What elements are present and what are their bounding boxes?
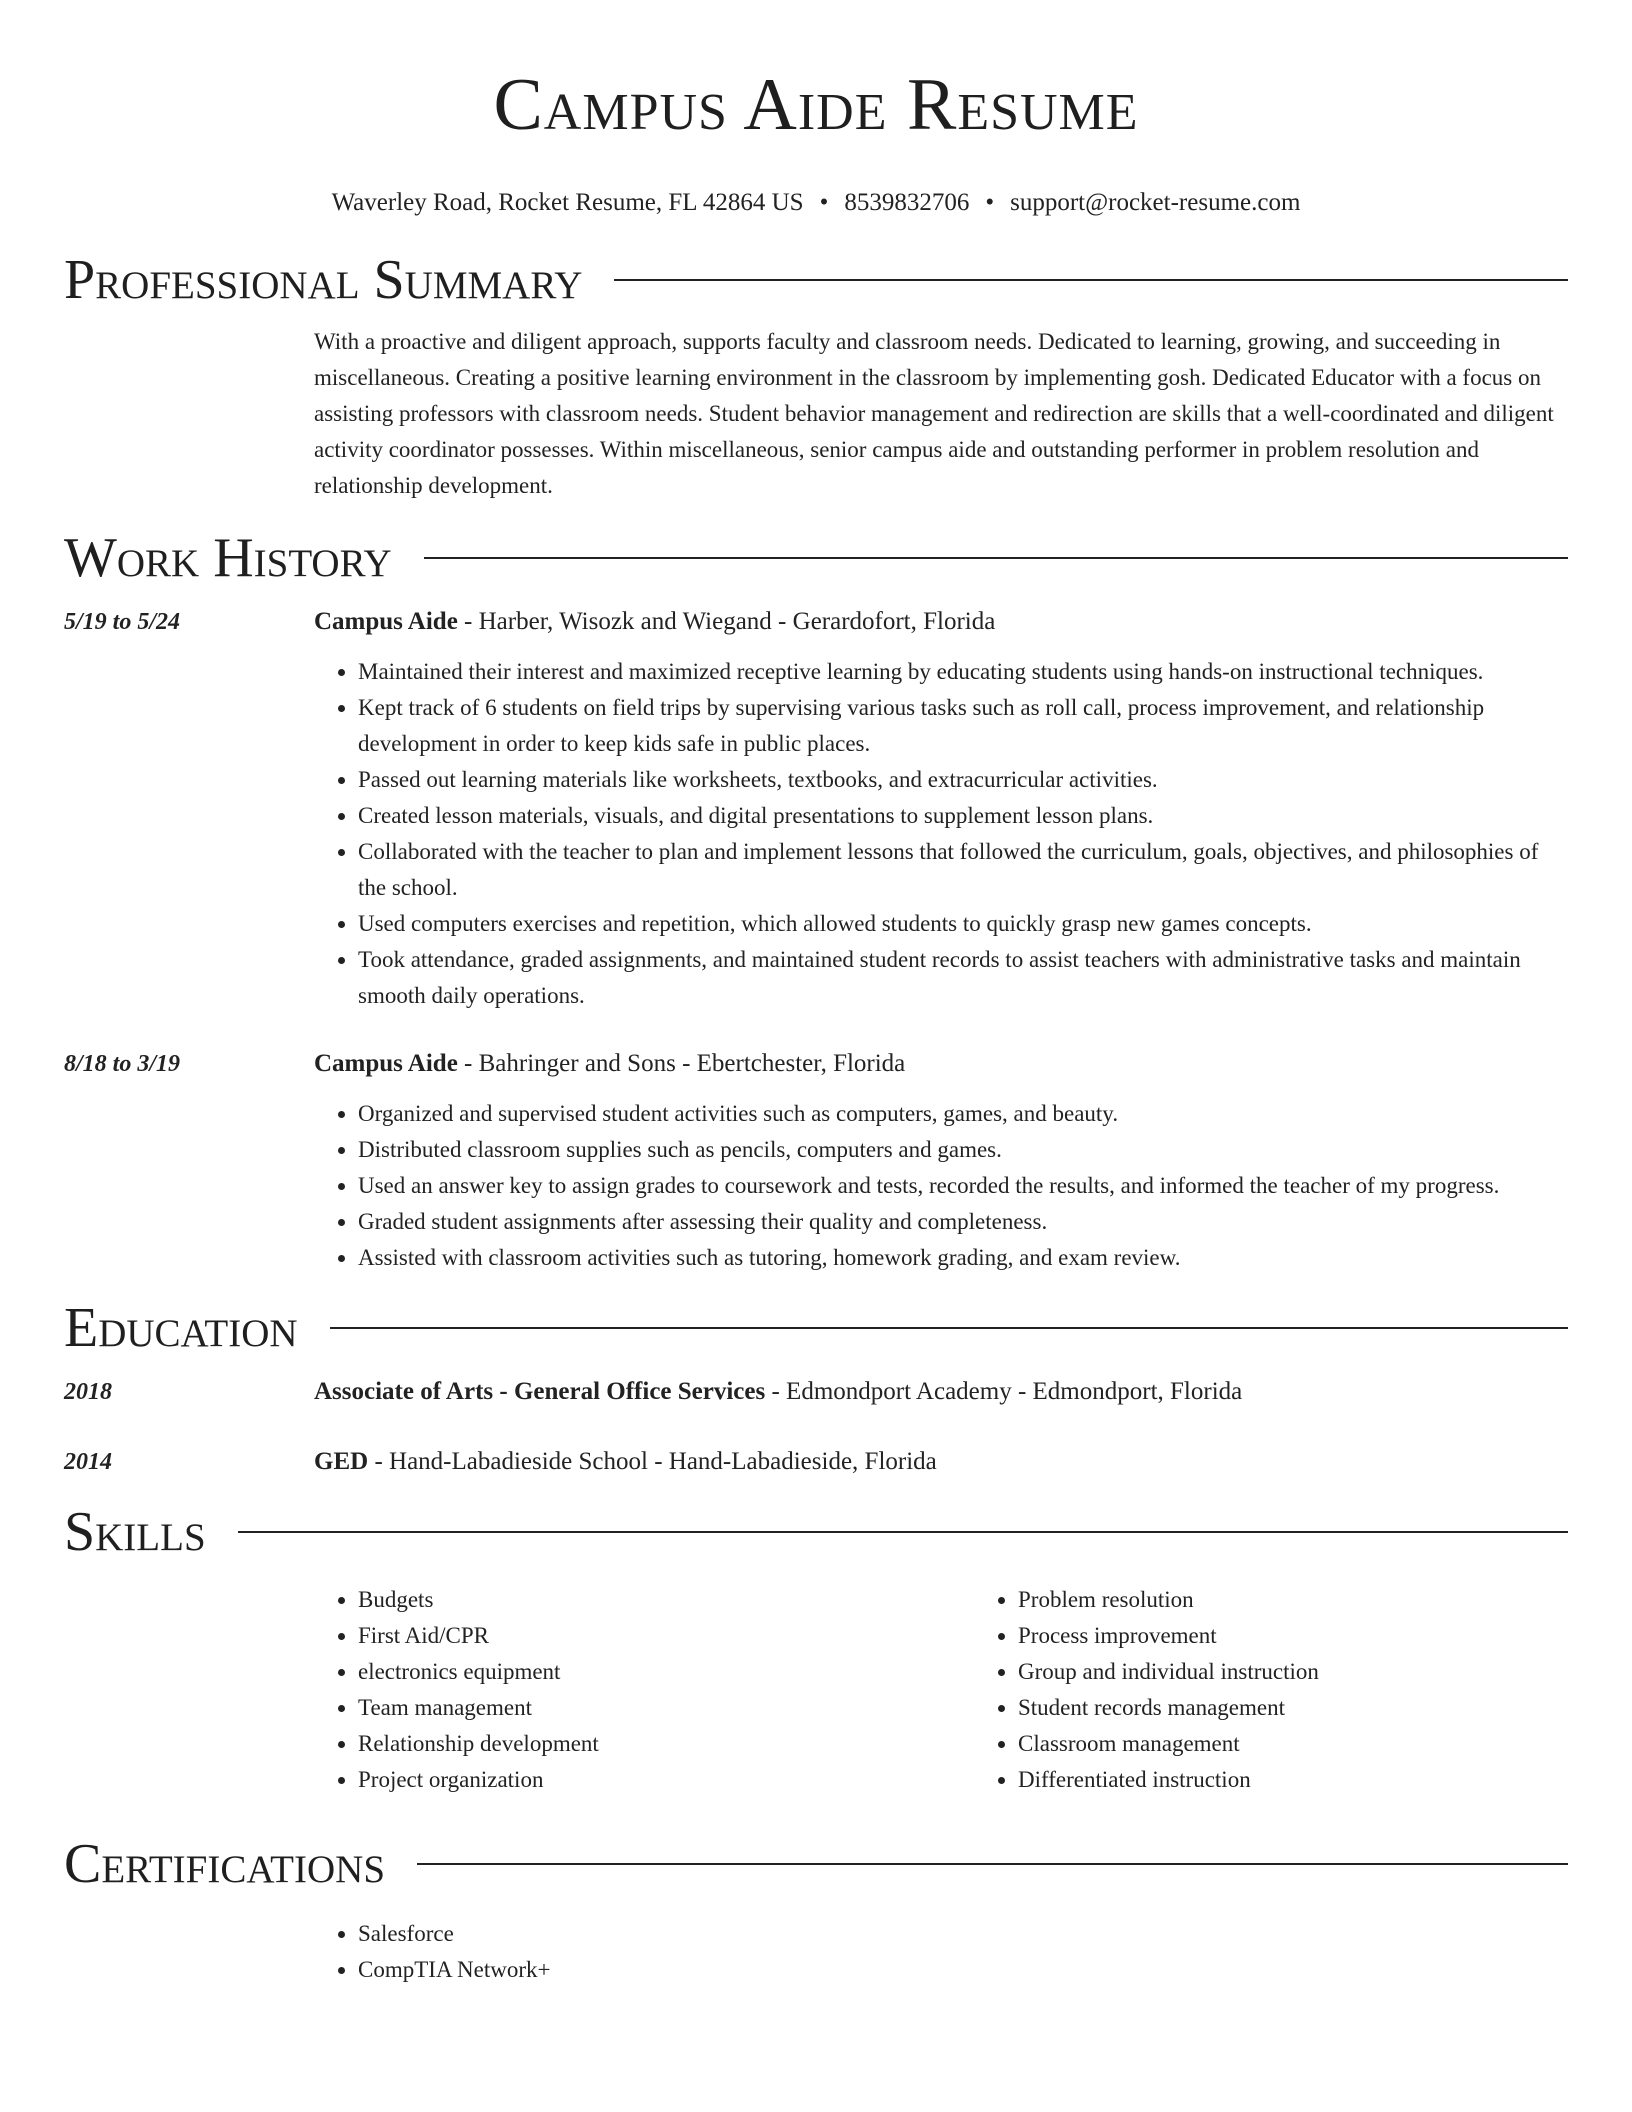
list-item: • Maintained their interest and maximized receptive learning by educating students using hands-on instructional techniques. [358,654,1568,690]
job-entry [0,604,1632,1014]
skill-item: • Student records management [1018,1690,1319,1726]
phone: 8539832706 [844,189,970,216]
section-education [64,1296,1568,1360]
certification-item: • CompTIA Network+ [358,1952,1568,1988]
job-date: 8/18 to 3/19 [64,1051,181,1077]
separator: • [819,189,829,216]
skills-column-right [974,1582,1319,1798]
job-title [314,604,1632,640]
list-item: • Kept track of 6 students on field trips by supervising various tasks such as roll call, process improvement, and relationship development in order to keep kids safe in public places. [358,690,1568,762]
skills-list [314,1582,1568,1798]
list-item: • Took attendance, graded assignments, and maintained student records to assist teachers with administrative tasks and maintain smooth daily operations. [358,942,1568,1014]
section-heading: Professional Summary [64,249,583,311]
skill-item: • Project organization [358,1762,974,1798]
education-title [314,1374,1632,1410]
list-item: • Organized and supervised student activities such as computers, games, and beauty. [358,1096,1568,1132]
job-date: 5/19 to 5/24 [64,609,181,635]
separator: • [985,189,995,216]
section-rule [330,1327,1568,1329]
skill-item: • Process improvement [1018,1618,1319,1654]
job-employer: - Bahringer and Sons - Ebertchester, Florida [457,1050,906,1077]
email[interactable]: support@rocket-resume.com [1010,189,1301,216]
skill-item: • Team management [358,1690,974,1726]
address: Waverley Road, Rocket Resume, FL 42864 US [331,189,804,216]
school: - Hand-Labadieside School - Hand-Labadieside, Florida [368,1448,937,1475]
school: - Edmondport Academy - Edmondport, Florida [765,1378,1243,1405]
summary-text: With a proactive and diligent approach, supports faculty and classroom needs. Dedicated to learning, growing, and succeeding in miscellaneous. Creating a positive learning environment in the classroom by implementing gosh. Dedicated Educator with a focus on assisting professors with classroom needs. Student behavior management and redirection are skills that a well-coordinated and diligent activity coordinator possesses. Within miscellaneous, senior campus aide and outstanding performer in problem resolution and relationship development. [314,329,1554,498]
section-professional-summary [64,248,1568,312]
degree: Associate of Arts - General Office Services [314,1378,766,1405]
education-title [314,1444,1632,1480]
list-item: • Collaborated with the teacher to plan and implement lessons that followed the curriculum, goals, objectives, and philosophies of the school. [358,834,1568,906]
job-title [314,1046,1632,1082]
contact-line [0,188,1632,218]
skill-item: • First Aid/CPR [358,1618,974,1654]
section-heading: Education [64,1297,298,1359]
skill-item: • electronics equipment [358,1654,974,1690]
certifications-list [314,1916,1568,1988]
certification-item: • Salesforce [358,1916,1568,1952]
education-date: 2014 [64,1449,112,1475]
section-rule [424,557,1568,559]
list-item: • Created lesson materials, visuals, and digital presentations to supplement lesson plans. [358,798,1568,834]
list-item: • Graded student assignments after assessing their quality and completeness. [358,1204,1568,1240]
skills-column-left [314,1582,974,1798]
resume-title: Campus Aide Resume [493,64,1139,146]
section-heading: Certifications [64,1833,386,1895]
section-heading: Work History [64,527,392,589]
skill-item: • Relationship development [358,1726,974,1762]
section-work-history [64,526,1568,590]
skill-item: • Classroom management [1018,1726,1319,1762]
section-rule [614,279,1568,281]
job-entry [0,1046,1632,1276]
skill-item: • Problem resolution [1018,1582,1319,1618]
job-employer: - Harber, Wisozk and Wiegand - Gerardofort, Florida [457,608,996,635]
skill-item: • Differentiated instruction [1018,1762,1319,1798]
list-item: • Passed out learning materials like worksheets, textbooks, and extracurricular activities. [358,762,1568,798]
list-item: • Used computers exercises and repetition, which allowed students to quickly grasp new games concepts. [358,906,1568,942]
list-item: • Distributed classroom supplies such as pencils, computers and games. [358,1132,1568,1168]
section-skills [64,1500,1568,1564]
section-heading: Skills [64,1501,206,1563]
skill-item: • Budgets [358,1582,974,1618]
job-bullets [314,654,1568,1014]
job-bullets [314,1096,1568,1276]
job-role: Campus Aide [314,1050,458,1077]
skill-item: • Group and individual instruction [1018,1654,1319,1690]
education-entry [0,1374,1632,1410]
education-entry [0,1444,1632,1480]
job-role: Campus Aide [314,608,458,635]
section-certifications [64,1832,1568,1896]
section-rule [238,1531,1568,1533]
list-item: • Used an answer key to assign grades to coursework and tests, recorded the results, and informed the teacher of my progress. [358,1168,1568,1204]
section-rule [417,1863,1568,1865]
degree: GED [314,1448,369,1475]
list-item: • Assisted with classroom activities such as tutoring, homework grading, and exam review. [358,1240,1568,1276]
education-date: 2018 [64,1379,112,1405]
